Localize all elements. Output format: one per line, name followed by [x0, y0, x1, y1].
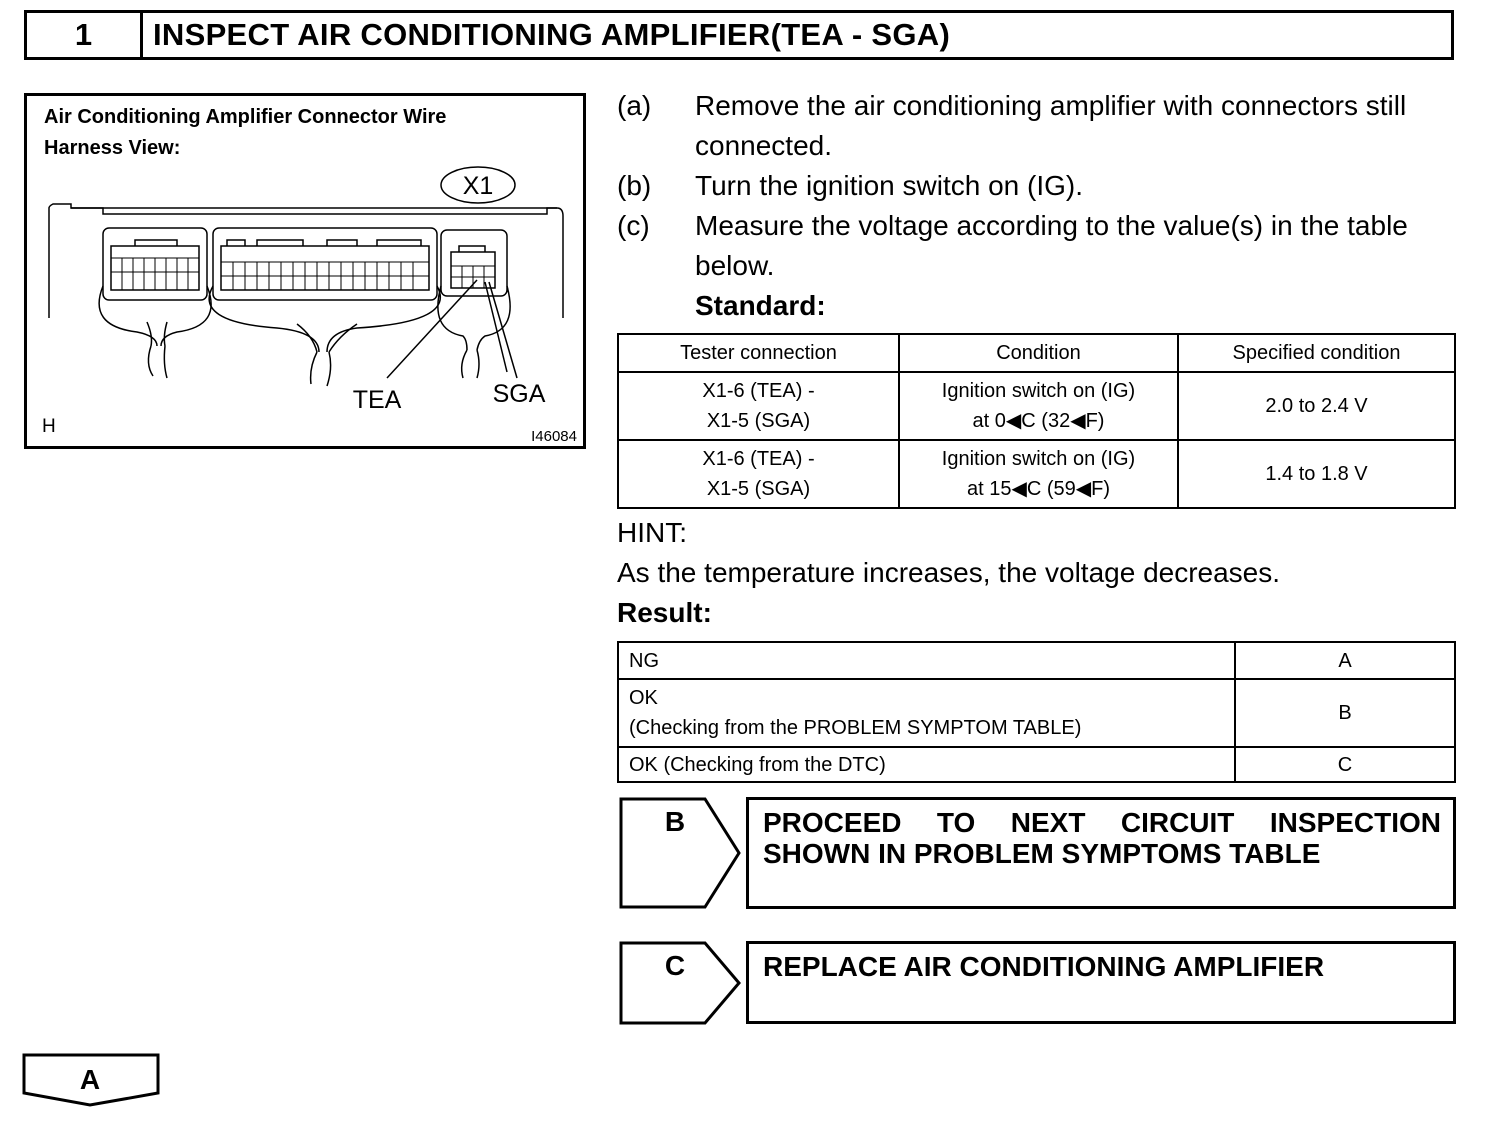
hint-section: [617, 513, 1280, 633]
table-row: [618, 440, 1455, 508]
result-cell: NG: [618, 642, 1235, 679]
instruction-step: [617, 206, 1463, 286]
outcome-c-action: REPLACE AIR CONDITIONING AMPLIFIER: [746, 941, 1456, 1024]
standard-table: [617, 333, 1456, 509]
table-row: [618, 747, 1455, 782]
table-row: [618, 642, 1455, 679]
step-text: Measure the voltage according to the value(s) in the table below.: [695, 210, 1408, 281]
cell-line: X1-5 (SGA): [706, 478, 811, 500]
table-header-row: [618, 334, 1455, 372]
table-row: [618, 679, 1455, 747]
connector-figure: [24, 93, 586, 449]
figure-caption-line1: Air Conditioning Amplifier Connector Wire: [44, 106, 447, 128]
step-letter: (b): [617, 170, 652, 201]
connector-label: X1: [462, 172, 494, 200]
cell-line: X1-5 (SGA): [706, 410, 811, 432]
column-header: Tester connection: [618, 334, 899, 372]
specified-condition-cell: 1.4 to 1.8 V: [1178, 440, 1455, 508]
step-text: Remove the air conditioning amplifier with connectors still connected.: [695, 90, 1407, 161]
terminal-label-sga: SGA: [492, 380, 546, 408]
condition-cell: [899, 440, 1178, 508]
instruction-step: [617, 86, 1463, 166]
figure-caption: [44, 102, 446, 164]
cell-line: OK: [629, 687, 658, 709]
result-table: [617, 641, 1456, 783]
instruction-list: [617, 86, 1463, 326]
step-number: 1: [27, 13, 143, 57]
result-code-cell: A: [1235, 642, 1455, 679]
hint-text: As the temperature increases, the voltage decreases.: [617, 557, 1281, 588]
hint-label: HINT:: [617, 517, 687, 548]
figure-corner-letter: H: [42, 416, 56, 437]
column-header: Specified condition: [1178, 334, 1455, 372]
result-cell: OK (Checking from the DTC): [618, 747, 1235, 782]
cell-line: X1-6 (TEA) -: [702, 448, 815, 470]
continue-code: A: [79, 1064, 101, 1095]
standard-label: Standard:: [695, 290, 826, 321]
table-row: [618, 372, 1455, 440]
step-title: INSPECT AIR CONDITIONING AMPLIFIER(TEA - SGA): [153, 17, 951, 52]
tester-connection-cell: [618, 440, 899, 508]
outcome-b-action: PROCEED TO NEXT CIRCUIT INSPECTION SHOWN IN PROBLEM SYMPTOMS TABLE: [746, 797, 1456, 909]
cell-line: Ignition switch on (IG): [941, 380, 1136, 402]
outcome-b-arrow: [619, 797, 743, 910]
figure-caption-line2: Harness View:: [44, 137, 181, 159]
specified-condition-cell: 2.0 to 2.4 V: [1178, 372, 1455, 440]
outcome-c-arrow: [619, 941, 743, 1025]
column-header: Condition: [899, 334, 1178, 372]
terminal-label-tea: TEA: [352, 386, 402, 414]
result-cell: [618, 679, 1235, 747]
step-letter: (a): [617, 90, 652, 121]
cell-line: at 0◀C (32◀F): [972, 410, 1105, 432]
tester-connection-cell: [618, 372, 899, 440]
result-label: Result:: [617, 597, 712, 628]
cell-line: X1-6 (TEA) -: [702, 380, 815, 402]
continue-a-tab: [22, 1053, 162, 1109]
step-header: [24, 10, 1454, 60]
step-letter: (c): [617, 210, 650, 241]
cell-line: Ignition switch on (IG): [941, 448, 1136, 470]
result-code-cell: B: [1235, 679, 1455, 747]
cell-line: (Checking from the PROBLEM SYMPTOM TABLE): [629, 717, 1082, 739]
step-text: Turn the ignition switch on (IG).: [695, 170, 1084, 201]
result-code-cell: C: [1235, 747, 1455, 782]
figure-code: I46084: [531, 428, 577, 445]
condition-cell: [899, 372, 1178, 440]
cell-line: at 15◀C (59◀F): [966, 478, 1111, 500]
instruction-step: [617, 166, 1463, 206]
outcome-code: B: [664, 806, 686, 837]
outcome-code: C: [664, 950, 686, 981]
